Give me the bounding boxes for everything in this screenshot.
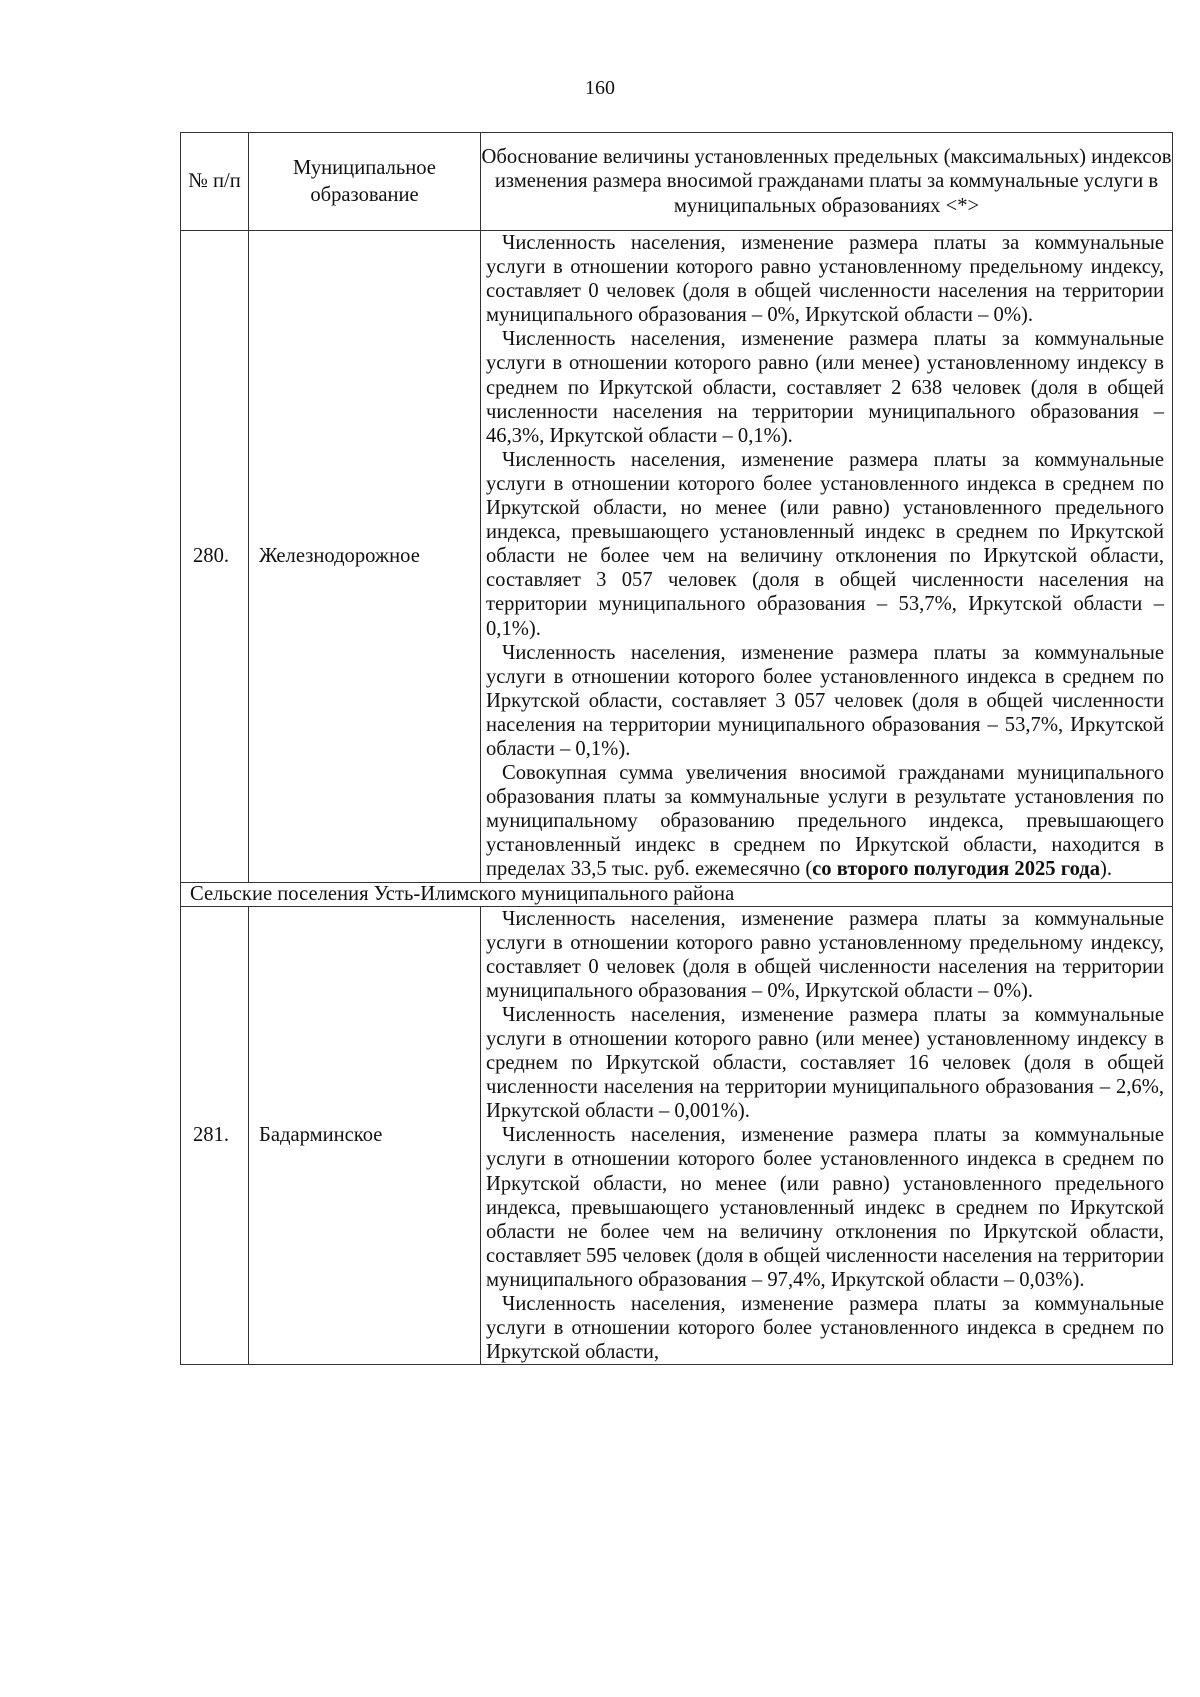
justification-paragraph: Численность населения, изменение размера платы за коммунальные услуги в отношении которого более установленного индекса в среднем по Иркутской области, [486, 1293, 1164, 1364]
justification-paragraph: Численность населения, изменение размера платы за коммунальные услуги в отношении которого равно установленному предельному индексу, составляет 0 человек (доля в общей численности населения на территории муниципального образования – 0%, Иркутской области – 0%). [486, 907, 1164, 1002]
page-number: 160 [585, 77, 615, 99]
municipality-name: Железнодорожное [249, 231, 481, 883]
header-justification: Обоснование величины установленных предельных (максимальных) индексов изменения размера вносимой гражданами платы за коммунальные услуги в муниципальных образованиях <*> [481, 133, 1173, 231]
row-number: 280. [181, 231, 249, 883]
header-municipality: Муниципальное образование [249, 133, 481, 231]
table-header-row [181, 133, 1173, 231]
justification-table [180, 132, 1173, 1365]
section-row [181, 882, 1173, 906]
total-sum-end: ). [1100, 858, 1113, 881]
justification-paragraph: Численность населения, изменение размера платы за коммунальные услуги в отношении которого равно установленному предельному индексу, составляет 0 человек (доля в общей численности населения на территории муниципального образования – 0%, Иркутской области – 0%). [486, 232, 1164, 327]
total-sum-text: Совокупная сумма увеличения вносимой гражданами муниципального образования платы за коммунальные услуги в результате установления по муниципальному образованию предельного индекса, превышающего установленный индекс в среднем по Иркутской области, находится в пределах 33,5 тыс. руб. ежемесячно ( [486, 762, 1164, 881]
justification-cell [481, 906, 1173, 1365]
total-sum-period: со второго полугодия 2025 года [812, 858, 1100, 881]
row-number: 281. [181, 906, 249, 1365]
table-row-280 [181, 231, 1173, 883]
justification-paragraph: Численность населения, изменение размера платы за коммунальные услуги в отношении которого более установленного индекса в среднем по Иркутской области, составляет 3 057 человек (доля в общей численности населения на территории муниципального образования – 53,7%, Иркутской области – 0,1%). [486, 641, 1164, 760]
justification-paragraph: Численность населения, изменение размера платы за коммунальные услуги в отношении которого равно (или менее) установленному индексу в среднем по Иркутской области, составляет 2 638 человек (доля в общей численности населения на территории муниципального образования – 46,3%, Иркутской области – 0,1%). [486, 328, 1164, 447]
justification-paragraph: Численность населения, изменение размера платы за коммунальные услуги в отношении которого более установленного индекса в среднем по Иркутской области, но менее (или равно) установленного предельного индекса, превышающего установленный индекс в среднем по Иркутской области не более чем на величину отклонения по Иркутской области, составляет 3 057 человек (доля в общей численности населения на территории муниципального образования – 53,7%, Иркутской области – 0,1%). [486, 448, 1164, 640]
table-row-281 [181, 906, 1173, 1365]
header-number: № п/п [181, 133, 249, 231]
justification-paragraph: Численность населения, изменение размера платы за коммунальные услуги в отношении которого равно (или менее) установленному индексу в среднем по Иркутской области, составляет 16 человек (доля в общей численности населения на территории муниципального образования – 2,6%, Иркутской области – 0,001%). [486, 1003, 1164, 1123]
section-title: Сельские поселения Усть-Илимского муниципального района [181, 882, 1173, 906]
municipality-name: Бадарминское [249, 906, 481, 1365]
justification-paragraph: Численность населения, изменение размера платы за коммунальные услуги в отношении которого более установленного индекса в среднем по Иркутской области, но менее (или равно) установленного предельного индекса, превышающего установленный индекс в среднем по Иркутской области не более чем на величину отклонения по Иркутской области, составляет 595 человек (доля в общей численности населения на территории муниципального образования – 97,4%, Иркутской области – 0,03%). [486, 1124, 1164, 1291]
total-sum-paragraph [486, 761, 1164, 881]
justification-cell [481, 231, 1173, 883]
